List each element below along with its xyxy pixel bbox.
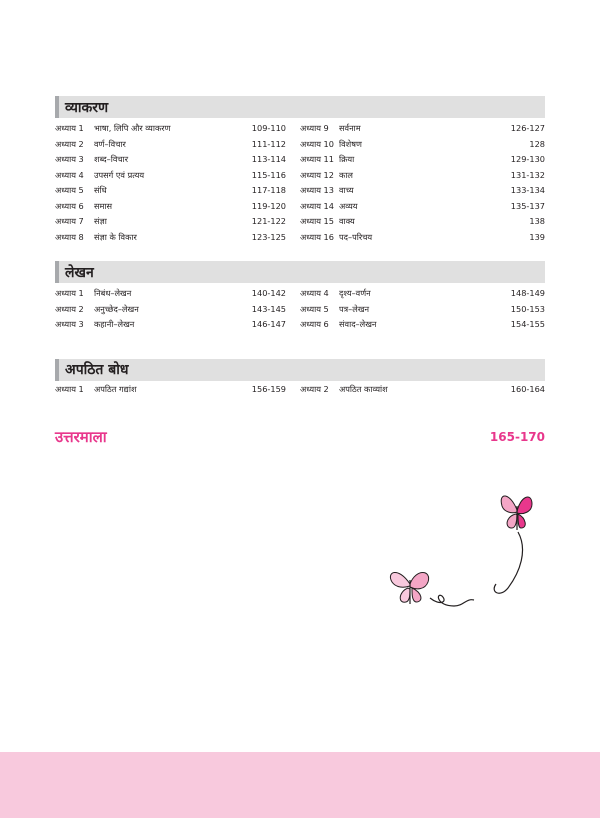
chapter-list — [55, 381, 545, 398]
chapter-row[interactable]: अध्याय 11 क्रिया 129-130 — [300, 154, 545, 164]
chapter-row[interactable]: अध्याय 10 विशेषण 128 — [300, 138, 545, 149]
chapter-row[interactable]: अध्याय 3 कहानी–लेखन 146-147 — [55, 319, 286, 329]
answer-key-row[interactable] — [55, 427, 545, 447]
chapter-row[interactable]: अध्याय 9 सर्वनाम 126-127 — [300, 123, 545, 133]
section-title: अपठित बोध — [55, 359, 545, 381]
chapter-row[interactable]: अध्याय 4 दृश्य–वर्णन 148-149 — [300, 288, 545, 298]
chapter-row[interactable]: अध्याय 16 पद–परिचय 139 — [300, 231, 545, 242]
chapter-row[interactable]: अध्याय 8 संज्ञा के विकार 123-125 — [55, 231, 286, 242]
chapter-list — [55, 118, 545, 245]
chapter-row[interactable]: अध्याय 3 शब्द–विचार 113-114 — [55, 154, 286, 164]
answer-key-title: उत्तरमाला — [55, 428, 107, 446]
chapter-row[interactable]: अध्याय 12 काल 131-132 — [300, 169, 545, 180]
chapter-row[interactable]: अध्याय 7 संज्ञा 121-122 — [55, 216, 286, 226]
chapter-row[interactable]: अध्याय 5 पत्र–लेखन 150-153 — [300, 303, 545, 314]
section-lekhan — [55, 261, 545, 333]
answer-key-pages: 165-170 — [489, 430, 545, 444]
footer-band — [0, 752, 600, 818]
section-title: लेखन — [55, 261, 545, 283]
chapter-row[interactable]: अध्याय 15 वाक्य 138 — [300, 216, 545, 226]
chapter-row[interactable]: अध्याय 2 वर्ण–विचार 111-112 — [55, 138, 286, 149]
chapter-list — [55, 283, 545, 333]
chapter-row[interactable]: अध्याय 1 निबंध–लेखन 140-142 — [55, 288, 286, 298]
butterfly-icon — [501, 496, 532, 530]
section-title: व्याकरण — [55, 96, 545, 118]
chapter-row[interactable]: अध्याय 2 अनुच्छेद–लेखन 143-145 — [55, 303, 286, 314]
chapter-row[interactable]: अध्याय 6 संवाद–लेखन 154-155 — [300, 319, 545, 329]
butterfly-icon — [390, 572, 428, 604]
chapter-row[interactable]: अध्याय 2 अपठित काव्यांश 160-164 — [300, 383, 545, 394]
section-apathit-bodh — [55, 359, 545, 398]
chapter-row[interactable]: अध्याय 1 अपठित गद्यांश 156-159 — [55, 383, 286, 394]
table-of-contents — [55, 96, 545, 397]
chapter-row[interactable]: अध्याय 4 उपसर्ग एवं प्रत्यय 115-116 — [55, 169, 286, 180]
chapter-row[interactable]: अध्याय 14 अव्यय 135-137 — [300, 200, 545, 211]
chapter-row[interactable]: अध्याय 5 संधि 117-118 — [55, 185, 286, 195]
section-vyakaran — [55, 96, 545, 245]
butterfly-illustration — [370, 480, 550, 620]
chapter-row[interactable]: अध्याय 1 भाषा, लिपि और व्याकरण 109-110 — [55, 123, 286, 133]
chapter-row[interactable]: अध्याय 13 वाच्य 133-134 — [300, 185, 545, 195]
chapter-row[interactable]: अध्याय 6 समास 119-120 — [55, 200, 286, 211]
